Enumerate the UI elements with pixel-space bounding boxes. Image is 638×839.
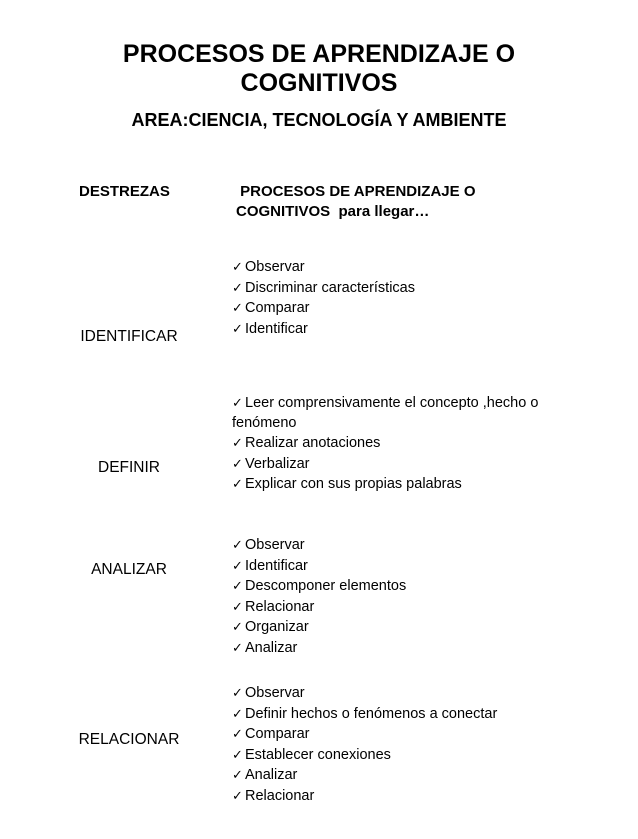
list-item: ✓ Explicar con sus propias palabras [232, 476, 462, 493]
list-item: ✓ Analizar [232, 767, 298, 784]
procesos-header-line-2: COGNITIVOS para llegar… [236, 203, 430, 220]
check-icon: ✓ [232, 300, 243, 316]
area-subtitle: AREA:CIENCIA, TECNOLOGÍA Y AMBIENTE [131, 110, 507, 130]
check-icon: ✓ [232, 767, 243, 783]
list-item: ✓ Verbalizar [232, 455, 310, 472]
process-list-identificar [232, 257, 562, 339]
check-icon: ✓ [232, 685, 243, 700]
check-icon: ✓ [232, 395, 243, 410]
skill-definir: DEFINIR [98, 459, 160, 476]
destrezas-header: DESTREZAS [79, 183, 170, 200]
list-item: ✓ Realizar anotaciones [232, 435, 381, 452]
list-item: ✓ Organizar [232, 619, 309, 636]
list-item: ✓ Identificar [232, 320, 308, 337]
page-title-line-2: COGNITIVOS [240, 69, 398, 97]
list-item: ✓ Relacionar [232, 787, 315, 804]
list-item: ✓ Descomponer elementos [232, 578, 407, 595]
list-item: ✓ Observar [232, 685, 305, 701]
list-item: ✓ Establecer conexiones [232, 746, 391, 763]
list-item: ✓ Identificar [232, 557, 308, 574]
check-icon: ✓ [232, 320, 243, 336]
check-icon: ✓ [232, 746, 243, 762]
list-item: ✓ Relacionar [232, 598, 315, 615]
check-icon: ✓ [232, 537, 243, 552]
process-list-relacionar [232, 683, 562, 807]
check-icon: ✓ [232, 578, 243, 594]
list-item: ✓ Analizar [232, 639, 298, 656]
skill-analizar: ANALIZAR [91, 561, 167, 578]
procesos-header [236, 182, 536, 222]
list-item: ✓ Leer comprensivamente el concepto ,hecho o [232, 395, 539, 411]
check-icon: ✓ [232, 598, 243, 614]
process-list-analizar [232, 535, 562, 659]
list-item: ✓ Discriminar características [232, 279, 415, 296]
check-icon: ✓ [232, 787, 243, 803]
skill-relacionar: RELACIONAR [78, 731, 180, 748]
skill-identificar: IDENTIFICAR [80, 328, 178, 345]
process-list-definir [232, 393, 562, 495]
check-icon: ✓ [232, 705, 243, 721]
procesos-header-line-1: PROCESOS DE APRENDIZAJE O [236, 183, 476, 200]
list-item: ✓ Observar [232, 259, 305, 275]
list-item: ✓ Comparar [232, 300, 310, 317]
check-icon: ✓ [232, 279, 243, 295]
list-item: ✓ Observar [232, 537, 305, 553]
check-icon: ✓ [232, 557, 243, 573]
check-icon: ✓ [232, 259, 243, 274]
check-icon: ✓ [232, 435, 243, 451]
check-icon: ✓ [232, 476, 243, 492]
check-icon: ✓ [232, 455, 243, 471]
check-icon: ✓ [232, 639, 243, 655]
check-icon: ✓ [232, 619, 243, 635]
list-item: ✓ Comparar [232, 726, 310, 743]
check-icon: ✓ [232, 726, 243, 742]
list-item: fenómeno [232, 414, 297, 431]
page-title-line-1: PROCESOS DE APRENDIZAJE O [122, 40, 516, 68]
list-item: ✓ Definir hechos o fenómenos a conectar [232, 705, 498, 722]
